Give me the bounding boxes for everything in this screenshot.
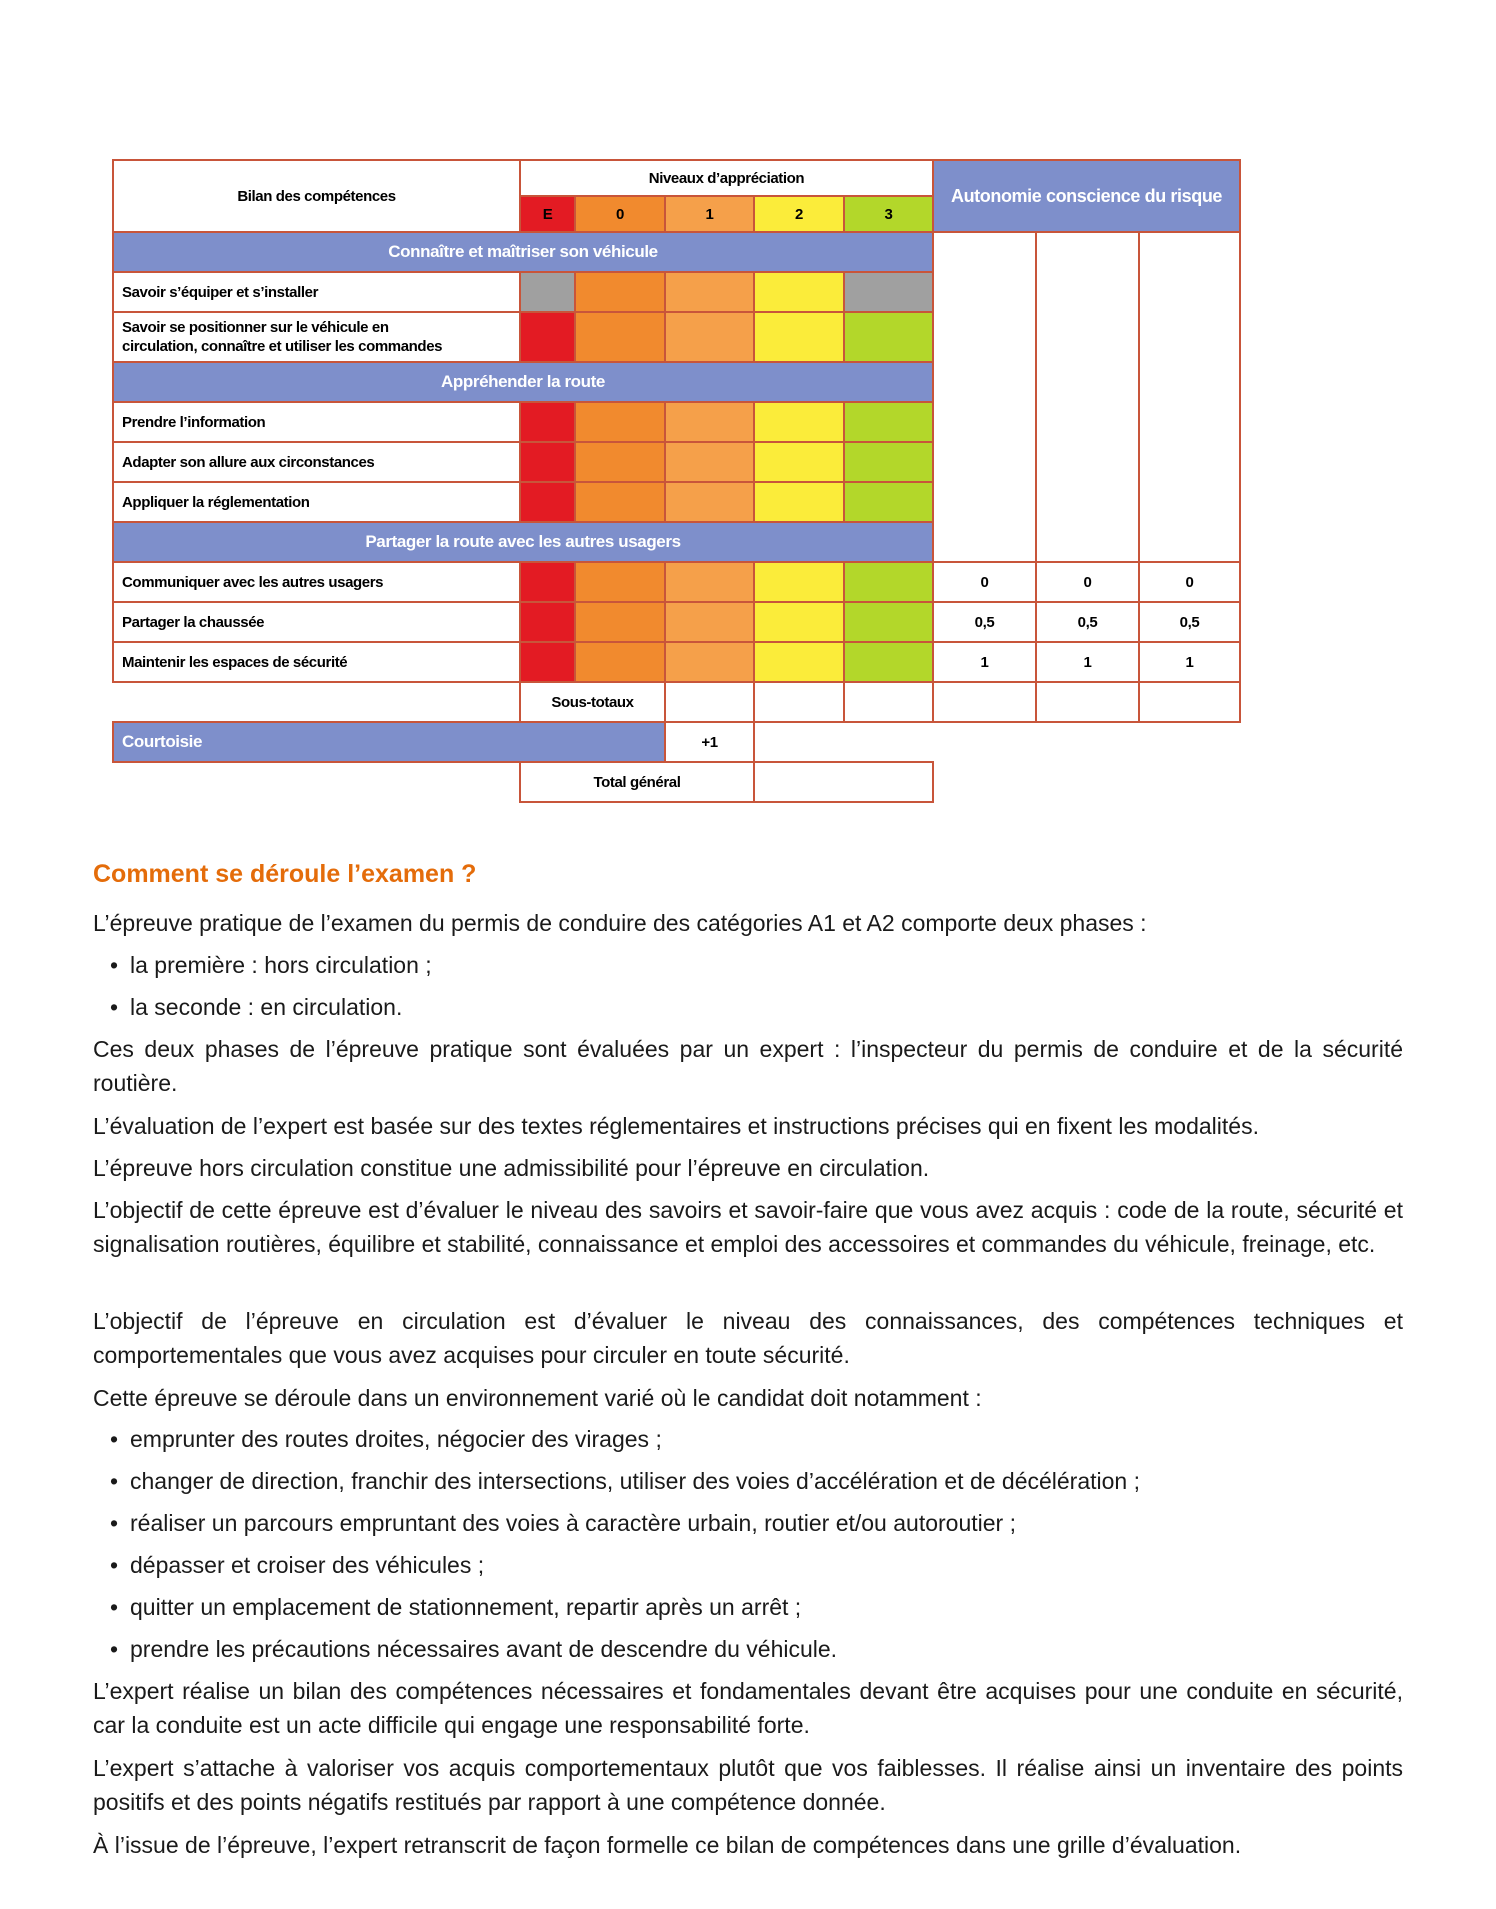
section-header: Connaître et maîtriser son véhicule bbox=[112, 231, 934, 273]
level-cell bbox=[664, 561, 755, 603]
level-cell bbox=[753, 481, 845, 523]
level-cell bbox=[574, 641, 666, 683]
list-item: • la seconde : en circulation. bbox=[130, 990, 402, 1024]
level-cell bbox=[664, 401, 755, 443]
subtotal-cell bbox=[932, 681, 1037, 723]
level-cell bbox=[519, 641, 576, 683]
risk-value-cell: 1 bbox=[1035, 641, 1140, 683]
courtoisie-label: Courtoisie bbox=[112, 721, 666, 763]
level-cell bbox=[843, 441, 934, 483]
competence-label: Maintenir les espaces de sécurité bbox=[112, 641, 521, 683]
subtotal-cell bbox=[1138, 681, 1241, 723]
risk-value-cell: 0 bbox=[1138, 561, 1241, 603]
level-1-header: 1 bbox=[664, 195, 755, 233]
level-cell bbox=[843, 561, 934, 603]
total-label: Total général bbox=[519, 761, 755, 803]
level-0-header: 0 bbox=[574, 195, 666, 233]
competence-label: Savoir se positionner sur le véhicule en circulation, connaître et utiliser les commandes bbox=[112, 311, 521, 363]
subtotal-cell bbox=[843, 681, 934, 723]
level-cell bbox=[664, 481, 755, 523]
paragraph: L’expert s’attache à valoriser vos acquis comportementaux plutôt que vos faiblesses. Il réalise ainsi un inventaire des points positifs et des points négatifs restitués par rapport à une compétence donnée. bbox=[93, 1755, 1403, 1815]
competence-label: Partager la chaussée bbox=[112, 601, 521, 643]
list-item: • la première : hors circulation ; bbox=[130, 948, 432, 982]
level-cell bbox=[519, 481, 576, 523]
subtotals-label: Sous-totaux bbox=[519, 681, 666, 723]
paragraph: L’épreuve hors circulation constitue une admissibilité pour l’épreuve en circulation. bbox=[93, 1155, 930, 1181]
competence-label: Adapter son allure aux circonstances bbox=[112, 441, 521, 483]
section-heading: Comment se déroule l’examen ? bbox=[93, 860, 477, 888]
level-cell bbox=[574, 561, 666, 603]
section-header: Appréhender la route bbox=[112, 361, 934, 403]
subtotal-cell bbox=[664, 681, 755, 723]
level-cell bbox=[519, 271, 576, 313]
risk-value-cell: 0,5 bbox=[932, 601, 1037, 643]
list-item: • prendre les précautions nécessaires avant de descendre du véhicule. bbox=[130, 1632, 837, 1666]
total-cell bbox=[753, 761, 934, 803]
level-cell bbox=[843, 641, 934, 683]
list-item: • quitter un emplacement de stationnement, repartir après un arrêt ; bbox=[130, 1590, 801, 1624]
paragraph: Cette épreuve se déroule dans un environnement varié où le candidat doit notamment : bbox=[93, 1385, 982, 1411]
paragraph: Ces deux phases de l’épreuve pratique sont évaluées par un expert : l’inspecteur du permis de conduire et de la sécurité routière. bbox=[93, 1036, 1403, 1096]
level-cell bbox=[664, 641, 755, 683]
level-cell bbox=[753, 601, 845, 643]
level-cell bbox=[843, 601, 934, 643]
paragraph: L’évaluation de l’expert est basée sur des textes réglementaires et instructions précises qui en fixent les modalités. bbox=[93, 1113, 1259, 1139]
level-cell bbox=[574, 311, 666, 363]
risk-value-cell: 0 bbox=[932, 561, 1037, 603]
level-cell bbox=[843, 481, 934, 523]
level-cell bbox=[519, 311, 576, 363]
bilan-header: Bilan des compétences bbox=[112, 159, 521, 233]
courtoisie-bonus: +1 bbox=[664, 721, 755, 763]
level-3-header: 3 bbox=[843, 195, 934, 233]
level-cell bbox=[753, 311, 845, 363]
level-cell bbox=[664, 311, 755, 363]
level-cell bbox=[753, 271, 845, 313]
level-cell bbox=[753, 441, 845, 483]
list-item: • dépasser et croiser des véhicules ; bbox=[130, 1548, 484, 1582]
paragraph: À l’issue de l’épreuve, l’expert retranscrit de façon formelle ce bilan de compétences dans une grille d’évaluation. bbox=[93, 1832, 1242, 1858]
paragraph: L’objectif de l’épreuve en circulation est d’évaluer le niveau des connaissances, des compétences techniques et comportementales que vous avez acquises pour circuler en toute sécurité. bbox=[93, 1308, 1403, 1368]
level-cell bbox=[664, 441, 755, 483]
competence-label: Savoir s’équiper et s’installer bbox=[112, 271, 521, 313]
list-item: • réaliser un parcours empruntant des voies à caractère urbain, routier et/ou autoroutier ; bbox=[130, 1506, 1016, 1540]
paragraph: L’expert réalise un bilan des compétences nécessaires et fondamentales devant être acquises pour une conduite en sécurité, car la conduite est un acte difficile qui engage une responsabilité forte. bbox=[93, 1678, 1403, 1738]
risk-blank-cell bbox=[1138, 231, 1241, 563]
level-cell bbox=[664, 271, 755, 313]
level-cell bbox=[574, 481, 666, 523]
paragraph: L’objectif de cette épreuve est d’évaluer le niveau des savoirs et savoir-faire que vous avez acquis : code de la route, sécurité et signalisation routières, équilibre et stabilité, connaissance et emploi des accessoires et commandes du véhicule, freinage, etc. bbox=[93, 1197, 1403, 1257]
level-cell bbox=[843, 401, 934, 443]
competence-label: Prendre l’information bbox=[112, 401, 521, 443]
subtotal-cell bbox=[753, 681, 845, 723]
risk-value-cell: 1 bbox=[1138, 641, 1241, 683]
level-2-header: 2 bbox=[753, 195, 845, 233]
competence-label: Communiquer avec les autres usagers bbox=[112, 561, 521, 603]
subtotal-cell bbox=[1035, 681, 1140, 723]
list-item: • changer de direction, franchir des intersections, utiliser des voies d’accélération et de décélération ; bbox=[130, 1464, 1140, 1498]
risk-value-cell: 1 bbox=[932, 641, 1037, 683]
section-header: Partager la route avec les autres usagers bbox=[112, 521, 934, 563]
level-cell bbox=[753, 401, 845, 443]
level-cell bbox=[519, 441, 576, 483]
competence-label: Appliquer la réglementation bbox=[112, 481, 521, 523]
level-cell bbox=[753, 641, 845, 683]
autonomie-header: Autonomie conscience du risque bbox=[932, 159, 1241, 233]
level-cell bbox=[574, 601, 666, 643]
risk-value-cell: 0,5 bbox=[1035, 601, 1140, 643]
risk-value-cell: 0 bbox=[1035, 561, 1140, 603]
level-cell bbox=[843, 311, 934, 363]
risk-blank-cell bbox=[932, 231, 1037, 563]
level-cell bbox=[574, 271, 666, 313]
level-cell bbox=[753, 561, 845, 603]
paragraph: L’épreuve pratique de l’examen du permis de conduire des catégories A1 et A2 comporte deux phases : bbox=[93, 910, 1147, 936]
level-cell bbox=[519, 401, 576, 443]
level-cell bbox=[574, 441, 666, 483]
level-cell bbox=[574, 401, 666, 443]
level-e-header: E bbox=[519, 195, 576, 233]
niveaux-header: Niveaux d’appréciation bbox=[519, 159, 934, 197]
level-cell bbox=[519, 561, 576, 603]
level-cell bbox=[519, 601, 576, 643]
level-cell bbox=[843, 271, 934, 313]
list-item: • emprunter des routes droites, négocier des virages ; bbox=[130, 1422, 662, 1456]
risk-blank-cell bbox=[1035, 231, 1140, 563]
level-cell bbox=[664, 601, 755, 643]
risk-value-cell: 0,5 bbox=[1138, 601, 1241, 643]
